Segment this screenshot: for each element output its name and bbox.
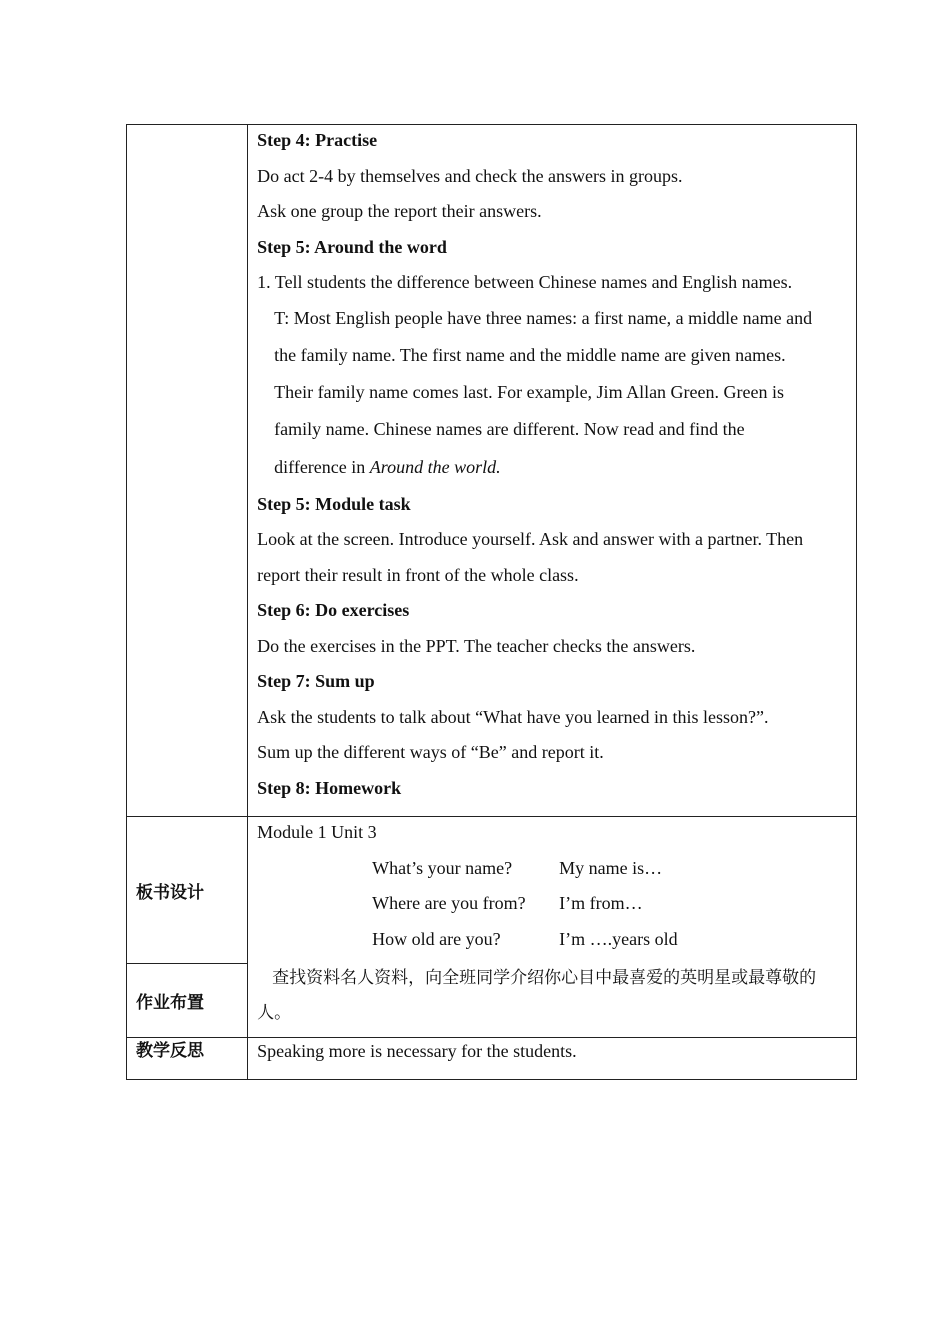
board-design-row [127, 817, 857, 964]
step-5-around-line-3: the family name. The first name and the middle name are given names. [274, 344, 786, 365]
board-question: Where are you from? [372, 893, 526, 914]
step-5-around-line-2: T: Most English people have three names: a first name, a middle name and [274, 307, 813, 328]
reflection-content-cell [248, 1038, 857, 1080]
step-5-module-task-line-2: report their result in front of the whole class. [257, 564, 579, 585]
board-question: What’s your name? [372, 857, 513, 878]
homework-label: 作业布置 [136, 993, 204, 1014]
procedure-row [127, 125, 857, 817]
step-7-title: Step 7: Sum up [257, 671, 375, 692]
board-design-label: 板书设计 [136, 882, 204, 903]
step-8-title: Step 8: Homework [257, 777, 402, 798]
board-row [257, 926, 848, 962]
step-4-line-2: Ask one group the report their answers. [257, 201, 542, 221]
step-5-around-line-6 [257, 454, 848, 491]
reflection-label-cell [127, 1038, 248, 1080]
board-design-label-cell [127, 817, 248, 964]
board-question: How old are you? [372, 928, 501, 949]
step-4-line-1: Do act 2-4 by themselves and check the answers in groups. [257, 165, 683, 186]
around-the-world-title: Around the world. [369, 456, 501, 477]
reflection-text: Speaking more is necessary for the students. [257, 1041, 577, 1062]
board-row [257, 855, 848, 891]
board-homework-content-cell [248, 817, 857, 1038]
procedure-label-cell [127, 125, 248, 817]
step-5-around-line-6-text: difference in [274, 456, 370, 477]
step-7-line-1: Ask the students to talk about “What have you learned in this lesson?”. [257, 706, 769, 727]
step-5-module-task-title: Step 5: Module task [257, 493, 411, 514]
board-row [257, 890, 848, 926]
step-5-around-line-5: family name. Chinese names are different. Now read and find the [274, 419, 745, 440]
homework-text: 查找资料名人资料，向全班同学介绍你心目中最喜爱的英明星或最尊敬的人。 [257, 968, 817, 1024]
procedure-content-cell [248, 125, 857, 817]
board-answer: I’m ….years old [559, 928, 678, 949]
step-5-around-line-4: Their family name comes last. For example, Jim Allan Green. Green is [274, 382, 785, 403]
homework-text-block [248, 961, 856, 1037]
step-7-line-2: Sum up the different ways of “Be” and report it. [257, 742, 604, 763]
step-6-title: Step 6: Do exercises [257, 600, 410, 621]
board-title: Module 1 Unit 3 [257, 822, 377, 843]
step-5-around-line-1: 1. Tell students the difference between Chinese names and English names. [257, 272, 793, 292]
reflection-label: 教学反思 [136, 1041, 204, 1062]
board-answer: I’m from… [559, 893, 643, 914]
step-6-line-1: Do the exercises in the PPT. The teacher checks the answers. [257, 635, 696, 656]
step-4-title: Step 4: Practise [257, 130, 378, 150]
homework-label-cell [127, 964, 248, 1038]
step-5-around-title: Step 5: Around the word [257, 236, 447, 257]
board-answer: My name is… [559, 857, 663, 878]
reflection-row [127, 1038, 857, 1080]
lesson-plan-table [126, 124, 857, 1080]
step-5-module-task-line-1: Look at the screen. Introduce yourself. Ask and answer with a partner. Then [257, 529, 804, 550]
